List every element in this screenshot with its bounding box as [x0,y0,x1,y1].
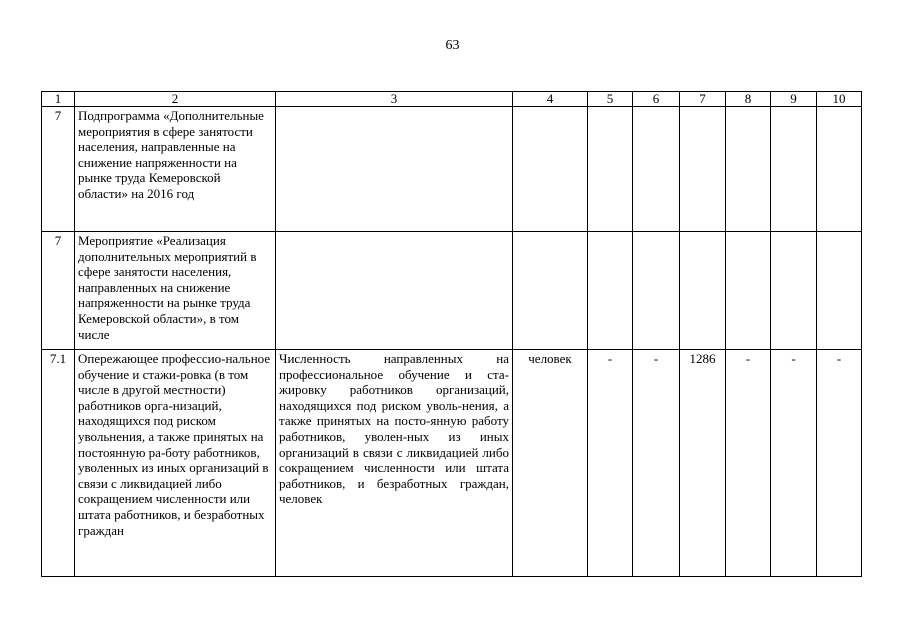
indicator-cell [276,107,513,232]
value-cell [726,107,771,232]
header-cell: 1 [42,92,75,107]
value-cell [680,107,726,232]
measure-name: Мероприятие «Реализация дополнительных мероприятий в сфере занятости населения, направленных на снижение напряженности на рынке труда Кемеровской области», в том числе [75,232,276,350]
value-cell [817,232,862,350]
value-cell [633,107,680,232]
value-cell: - [633,350,680,577]
unit-cell [513,107,588,232]
header-cell: 10 [817,92,862,107]
measure-name: Подпрограмма «Дополнительные мероприятия в сфере занятости населения, направленные на снижение напряженности на рынке труда Кемеровской области» на 2016 год [75,107,276,232]
value-cell [771,107,817,232]
table-row [42,350,862,577]
value-cell [588,107,633,232]
indicator-cell [276,232,513,350]
value-cell [817,107,862,232]
header-cell: 9 [771,92,817,107]
table-row [42,107,862,232]
indicator-cell: Численность направленных на профессиональное обучение и ста-жировку работников организаций, находящихся под риском уволь-нения, а также принятых на посто-янную работу работников, уволен-ных из иных организаций в связи с ликвидацией либо сокращением численности или штата работников, и безработных граждан, человек [276,350,513,577]
unit-cell [513,232,588,350]
value-cell: - [588,350,633,577]
header-cell: 8 [726,92,771,107]
row-number: 7 [42,232,75,350]
value-cell [680,232,726,350]
value-cell [771,232,817,350]
header-cell: 7 [680,92,726,107]
header-cell: 5 [588,92,633,107]
value-cell [588,232,633,350]
indicators-table [41,91,862,577]
value-cell: - [726,350,771,577]
row-number: 7.1 [42,350,75,577]
value-cell: - [771,350,817,577]
value-cell: - [817,350,862,577]
header-cell: 6 [633,92,680,107]
header-cell: 2 [75,92,276,107]
value-cell [726,232,771,350]
table-row [42,232,862,350]
page-number: 63 [445,38,460,53]
measure-name: Опережающее профессио-нальное обучение и стажи-ровка (в том числе в другой местности) работников орга-низаций, находящихся под риском увольнения, а также принятых на постоянную ра-боту работников, уволенных из иных организаций в связи с ликвидацией либо сокращением численности или штата работников, и безработных граждан [75,350,276,577]
value-cell [633,232,680,350]
header-cell: 4 [513,92,588,107]
value-cell: 1286 [680,350,726,577]
row-number: 7 [42,107,75,232]
unit-cell: человек [513,350,588,577]
table-header-row [42,92,862,107]
header-cell: 3 [276,92,513,107]
